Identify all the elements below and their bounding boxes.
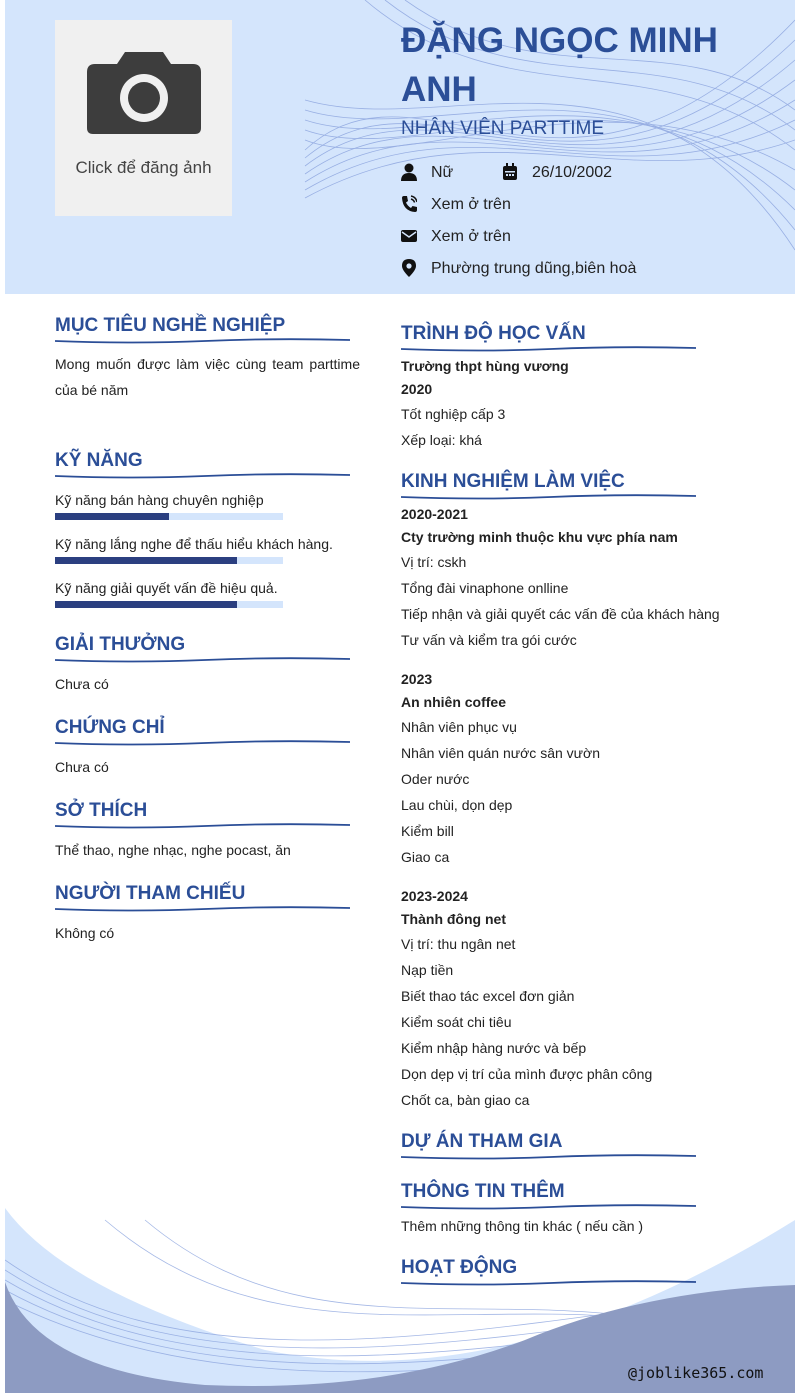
education-title: TRÌNH ĐỘ HỌC VẤN [401,323,586,344]
job-detail-line: Tư vấn và kiểm tra gói cước [401,632,577,648]
hobbies-text: Thể thao, nghe nhạc, nghe pocast, ăn [55,842,291,858]
job-detail-line: Nạp tiền [401,962,454,978]
phone-value: Xem ở trên [431,196,511,213]
skill-bar-fill [55,601,237,608]
user-icon [401,163,417,181]
additional-title: THÔNG TIN THÊM [401,1181,565,1202]
education-line: Tốt nghiệp cấp 3 [401,406,506,422]
additional-text: Thêm những thông tin khác ( nếu cần ) [401,1218,644,1234]
awards-underline [55,657,350,663]
skill-label: Kỹ năng giải quyết vấn đề hiệu quả. [55,580,278,596]
candidate-name: ĐẶNG NGỌC MINH ANH [401,21,718,109]
experience-underline [401,494,696,500]
references-underline [55,906,350,912]
education-school: Trường thpt hùng vương [401,358,569,374]
job-detail-line: Vị trí: cskh [401,554,467,570]
photo-upload-label: Click để đăng ảnh [75,158,212,177]
dob-value: 26/10/2002 [532,164,613,181]
job-detail-line: Tiếp nhận và giải quyết các vấn đề của khách hàng [401,606,720,622]
address-row [401,258,721,280]
skill-label: Kỹ năng lắng nghe để thấu hiểu khách hàng. [55,536,333,552]
gender-row [401,162,501,184]
job-detail-line: Giao ca [401,849,450,865]
job-detail-line: Tổng đài vinaphone onlline [401,580,569,596]
email-value: Xem ở trên [431,228,511,245]
job-company: An nhiên coffee [401,694,507,710]
email-row [401,226,651,248]
candidate-position: NHÂN VIÊN PARTTIME [401,118,605,139]
job-detail-line: Nhân viên phục vụ [401,719,517,735]
certificates-underline [55,740,350,746]
projects-underline [401,1154,696,1160]
job-detail-line: Oder nước [401,771,470,787]
camera-icon [85,48,203,136]
job-detail-line: Dọn dẹp vị trí của mình được phân công [401,1066,653,1082]
phone-icon [401,195,417,213]
photo-upload[interactable] [55,20,232,216]
activities-title: HOẠT ĐỘNG [401,1257,518,1278]
job-company: Cty trường minh thuộc khu vực phía nam [401,529,678,545]
hobbies-underline [55,823,350,829]
projects-title: DỰ ÁN THAM GIA [401,1131,563,1152]
references-text: Không có [55,925,115,941]
skills-underline [55,473,350,479]
certificates-title: CHỨNG CHỈ [55,717,165,738]
skill-bar [55,513,283,520]
gender-value: Nữ [431,164,454,181]
objective-title: MỤC TIÊU NGHỀ NGHIỆP [55,315,286,336]
job-detail-line: Biết thao tác excel đơn giản [401,988,575,1004]
phone-row [401,194,651,216]
skill-bar-fill [55,557,237,564]
skill-bar [55,557,283,564]
objective-underline [55,338,350,344]
dob-row [502,162,652,184]
certificates-text: Chưa có [55,759,109,775]
map-pin-icon [401,259,417,277]
education-year: 2020 [401,381,433,397]
watermark: @joblike365.com [628,1364,764,1382]
skill-bar-fill [55,513,169,520]
job-detail-line: Kiểm nhập hàng nước và bếp [401,1040,587,1056]
job-company: Thành đông net [401,911,506,927]
job-detail-line: Nhân viên quán nước sân vườn [401,745,600,761]
job-detail-line: Kiểm soát chi tiêu [401,1014,512,1030]
experience-title: KINH NGHIỆM LÀM VIỆC [401,471,625,492]
awards-text: Chưa có [55,676,109,692]
job-detail-line: Vị trí: thu ngân net [401,936,516,952]
skill-label: Kỹ năng bán hàng chuyên nghiệp [55,492,264,508]
skills-title: KỸ NĂNG [55,450,143,471]
education-underline [401,346,696,352]
skill-bar [55,601,283,608]
job-period: 2023 [401,671,433,687]
calendar-icon [502,163,518,181]
job-detail-line: Lau chùi, dọn dẹp [401,797,513,813]
awards-title: GIẢI THƯỞNG [55,634,186,655]
job-period: 2023-2024 [401,888,468,904]
job-period: 2020-2021 [401,506,468,522]
job-detail-line: Chốt ca, bàn giao ca [401,1092,530,1108]
references-title: NGƯỜI THAM CHIẾU [55,883,246,904]
hobbies-title: SỞ THÍCH [55,800,148,821]
address-value: Phường trung dũng,biên hoà [431,260,637,277]
job-detail-line: Kiểm bill [401,823,454,839]
education-line: Xếp loại: khá [401,432,482,448]
envelope-icon [401,227,417,245]
objective-text: Mong muốn được làm việc cùng team parttime của bé năm [55,356,360,398]
activities-underline [401,1280,696,1286]
